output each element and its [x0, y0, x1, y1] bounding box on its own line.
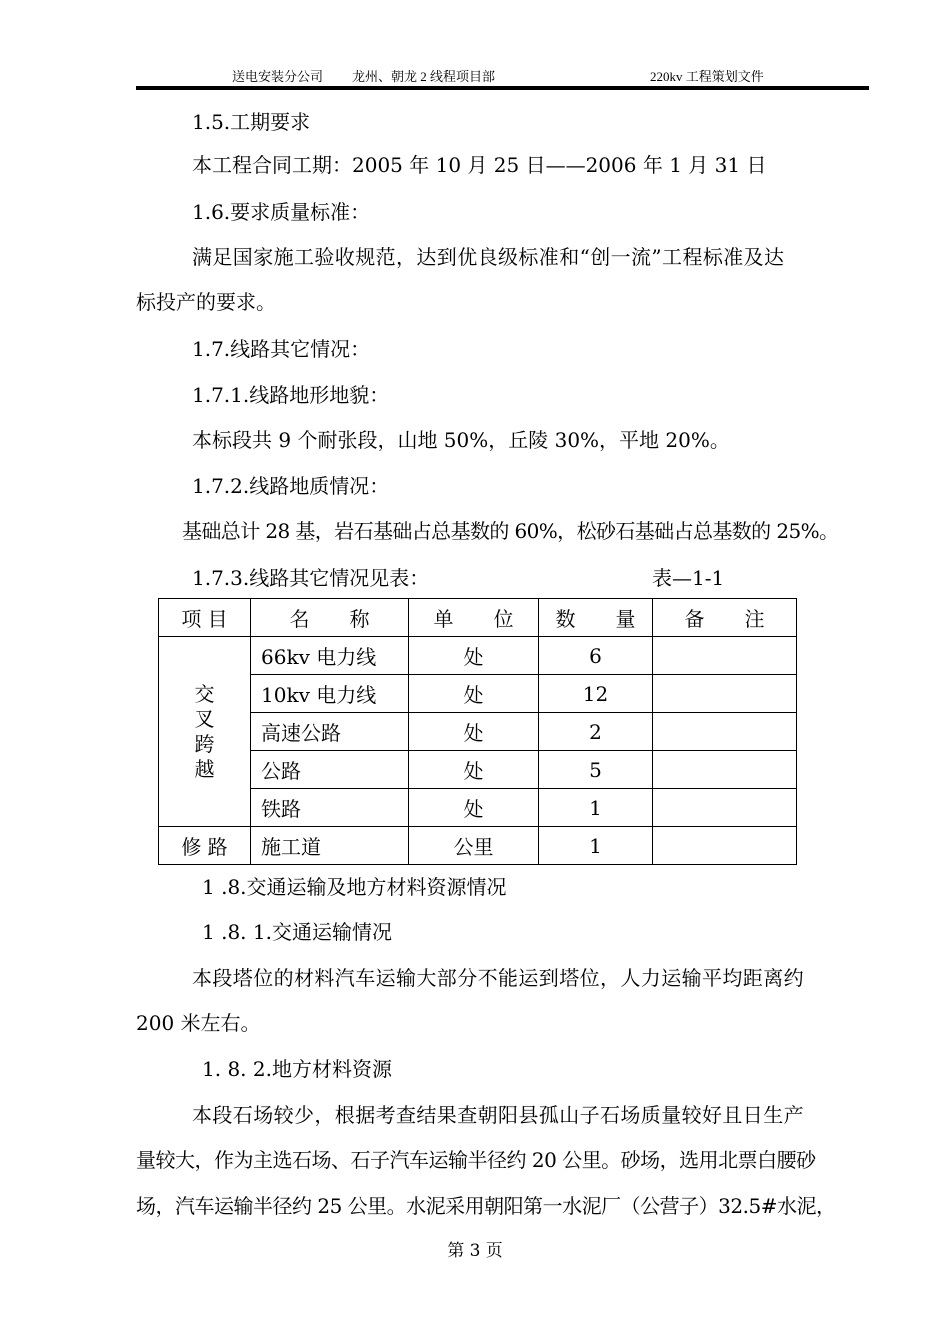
header-remarks: 备 注 [653, 599, 797, 637]
row-qty: 1 [539, 789, 653, 827]
table-number: 表—1-1 [652, 566, 725, 590]
row-unit: 处 [409, 637, 539, 675]
row-unit: 处 [409, 789, 539, 827]
quality-standard-line-1: 满足国家施工验收规范，达到优良级标准和“创一流”工程标准及达 [192, 245, 785, 269]
row-note [653, 637, 797, 675]
header-doc-title: 220kv 工程策划文件 [650, 69, 764, 84]
section-1-6-heading: 1.6.要求质量标准： [192, 200, 371, 224]
row-unit: 公里 [409, 827, 539, 865]
section-1-7-3-heading: 1.7.3.线路其它情况见表： [192, 566, 430, 590]
row-name: 铁路 [251, 789, 409, 827]
transport-line-1: 本段塔位的材料汽车运输大部分不能运到塔位，人力运输平均距离约 [192, 966, 804, 990]
section-1-7-2-heading: 1.7.2.线路地质情况： [192, 474, 390, 498]
contract-period: 本工程合同工期：2005 年 10 月 25 日——2006 年 1 月 31 日 [192, 153, 767, 177]
row-name: 施工道 [251, 827, 409, 865]
row-note [653, 675, 797, 713]
section-1-5-heading: 1.5.工期要求 [192, 110, 311, 134]
header-company: 送电安装分公司 [232, 69, 324, 84]
transport-line-2: 200 米左右。 [136, 1011, 261, 1035]
row-note [653, 751, 797, 789]
group-crossing-char: 交 [194, 681, 215, 706]
table-header-row [159, 599, 797, 637]
table-row [159, 827, 797, 865]
row-qty: 2 [539, 713, 653, 751]
row-name: 公路 [251, 751, 409, 789]
section-1-8-heading: 1 .8.交通运输及地方材料资源情况 [202, 875, 507, 899]
group-crossing-char: 叉 [194, 706, 215, 731]
terrain-description: 本标段共 9 个耐张段，山地 50%，丘陵 30%，平地 20%。 [192, 428, 730, 452]
section-1-7-heading: 1.7.线路其它情况： [192, 337, 371, 361]
section-1-7-1-heading: 1.7.1.线路地形地貌： [192, 383, 390, 407]
row-note [653, 789, 797, 827]
row-name: 高速公路 [251, 713, 409, 751]
header-item: 项 目 [159, 599, 251, 637]
row-unit: 处 [409, 675, 539, 713]
header-unit: 单 位 [409, 599, 539, 637]
row-name: 66kv 电力线 [251, 637, 409, 675]
quality-standard-line-2: 标投产的要求。 [136, 290, 276, 314]
row-note [653, 827, 797, 865]
table-row [159, 789, 797, 827]
geology-description: 基础总计 28 基，岩石基础占总基数的 60%，松砂石基础占总基数的 25%。 [182, 519, 839, 543]
row-qty: 5 [539, 751, 653, 789]
group-crossing [159, 637, 251, 827]
page-number: 第 3 页 [447, 1241, 503, 1261]
header-quantity: 数 量 [539, 599, 653, 637]
table-row [159, 751, 797, 789]
group-crossing-char: 跨 [194, 731, 215, 756]
row-unit: 处 [409, 713, 539, 751]
row-qty: 12 [539, 675, 653, 713]
table-row [159, 713, 797, 751]
group-road-building: 修 路 [159, 827, 251, 865]
row-qty: 1 [539, 827, 653, 865]
group-crossing-char: 越 [194, 756, 215, 781]
row-qty: 6 [539, 637, 653, 675]
row-note [653, 713, 797, 751]
header-project: 龙州、朝龙 2 线程项目部 [352, 69, 496, 84]
section-1-8-2-heading: 1. 8. 2.地方材料资源 [202, 1057, 392, 1081]
table-row [159, 675, 797, 713]
header-name: 名 称 [251, 599, 409, 637]
section-1-8-1-heading: 1 .8. 1.交通运输情况 [202, 920, 392, 944]
header-rule [136, 86, 869, 90]
materials-line-2: 量较大，作为主选石场、石子汽车运输半径约 20 公里。砂场，选用北票白腰砂 [136, 1148, 816, 1172]
row-name: 10kv 电力线 [251, 675, 409, 713]
other-conditions-table [158, 598, 797, 865]
materials-line-1: 本段石场较少，根据考查结果查朝阳县孤山子石场质量较好且日生产 [192, 1103, 804, 1127]
row-unit: 处 [409, 751, 539, 789]
table-row [159, 637, 797, 675]
materials-line-3: 场，汽车运输半径约 25 公里。水泥采用朝阳第一水泥厂（公营子）32.5#水泥， [136, 1194, 836, 1218]
